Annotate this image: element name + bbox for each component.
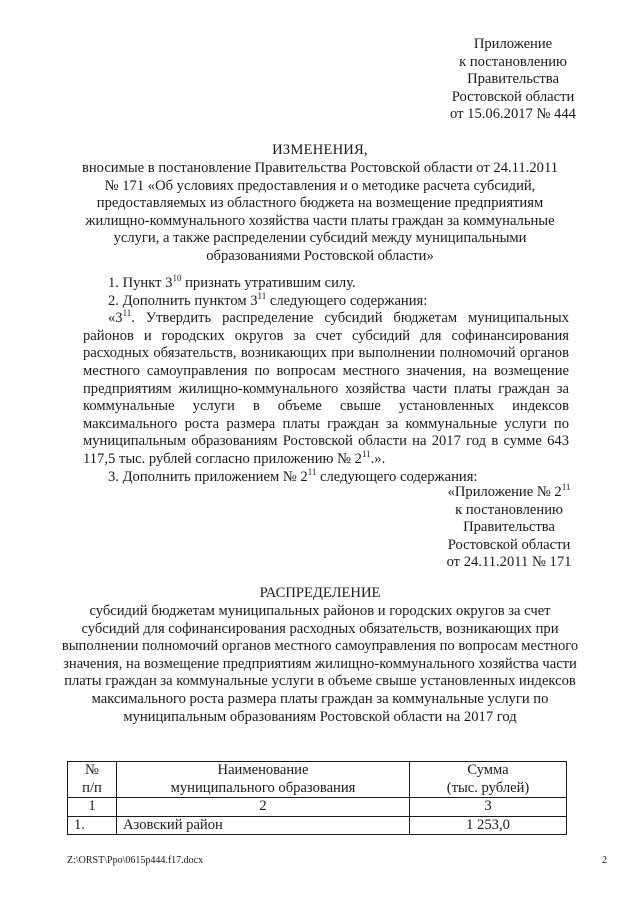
item-1-text: 1. Пункт 3 (108, 275, 173, 291)
quote-body: . Утвердить распределение субсидий бюджетам муниципальных районов и городских округов за счет субсидий для софинансирования расходных обязательств, возникающих при выполнении полномочий органов местного самоуправления по вопросам местного значения, на возмещение предприятиям жилищно-коммунального хозяйства части платы граждан за коммунальные услуги в объеме свыше установленных индексов максимального роста размера платы граждан за коммунальные услуги по муниципальным образованиям Ростовской области на 2017 год в сумме 643 117,5 тыс. рублей согласно приложению № 2 (83, 310, 569, 467)
quoted-point (83, 310, 569, 468)
header-text: п/п (82, 779, 102, 796)
distribution-table (67, 761, 567, 835)
file-path: Z:\ORST\Ppo\0615p444.f17.docx (67, 855, 204, 866)
annex-2-line (420, 484, 598, 502)
annex-line: Приложение (473, 36, 553, 52)
quote-sup-2: 11 (361, 448, 371, 459)
table-cell: 1. (68, 816, 117, 835)
quote-sup: 11 (122, 308, 132, 319)
table-cell: 1 253,0 (410, 816, 567, 835)
annex-line: от 15.06.2017 № 444 (450, 106, 576, 123)
table-cell: 3 (410, 798, 567, 817)
amendments-body (83, 275, 569, 486)
annex-line: Правительства (467, 71, 559, 88)
annex-2-line: от 24.11.2011 № 171 (446, 554, 572, 571)
item-3-sup: 11 (307, 466, 317, 477)
table-row (68, 816, 567, 835)
table-cell: 1 (68, 798, 117, 817)
quote-start: «3 (108, 310, 123, 327)
annex-2-sup: 11 (561, 482, 571, 492)
annex-2-line: к постановлению (455, 501, 563, 518)
item-2-sup: 11 (257, 290, 267, 301)
header-text: муниципального образования (170, 779, 356, 796)
annex-2-line: Ростовской области (447, 536, 571, 553)
distribution-subheading: субсидий бюджетам муниципальных районов и городских округов за счет субсидий для софинансирования расходных обязательств, возникающих при выполнении полномочий органов местного самоуправления по вопросам местного значения, на возмещение предприятиям жилищно-коммунального хозяйства части платы граждан за коммунальные услуги в объеме свыше установленных индексов максимального роста размера платы граждан за коммунальные услуги по муниципальным образованиям Ростовской области на 2017 год (61, 603, 579, 725)
table-cell: 2 (117, 798, 410, 817)
item-3-tail: следующего содержания: (316, 468, 478, 485)
header-sum (410, 762, 567, 798)
item-1-tail: признать утратившим силу. (181, 275, 356, 291)
header-text: Сумма (467, 762, 509, 778)
header-name (117, 762, 410, 798)
header-text: (тыс. рублей) (446, 779, 530, 796)
table-numbering-row (68, 798, 567, 817)
item-3-text: 3. Дополнить приложением № 2 (108, 468, 308, 485)
changes-heading: ИЗМЕНЕНИЯ, (272, 142, 368, 158)
annex-2-block (420, 484, 598, 572)
annex-line: к постановлению (459, 53, 567, 70)
annex-2-title: «Приложение № 2 (447, 484, 562, 500)
header-text: Наименование (217, 762, 309, 778)
annex-block (428, 36, 598, 124)
annex-line: Ростовской области (451, 88, 575, 105)
annex-2-line: Правительства (463, 519, 555, 536)
quote-end: .». (370, 450, 386, 467)
item-1 (83, 275, 569, 293)
table-cell: Азовский район (117, 816, 410, 835)
item-1-sup: 10 (172, 273, 182, 283)
distribution-heading: РАСПРЕДЕЛЕНИЕ (259, 585, 381, 601)
item-2 (83, 290, 569, 311)
page-number: 2 (602, 855, 607, 866)
header-number (68, 762, 117, 798)
changes-subheading: вносимые в постановление Правительства Ростовской области от 24.11.2011 № 171 «Об условиях предоставления и о методике расчета субсидий, предоставляемых из областного бюджета на возмещение предприятиям жилищно-коммунального хозяйства части платы граждан за коммунальные услуги, а также распределении субсидий между муниципальными образованиями Ростовской области» (81, 160, 559, 264)
header-text: № (85, 762, 99, 778)
item-2-tail: следующего содержания: (266, 292, 428, 309)
table-header-row (68, 762, 567, 798)
item-2-text: 2. Дополнить пунктом 3 (108, 292, 258, 309)
